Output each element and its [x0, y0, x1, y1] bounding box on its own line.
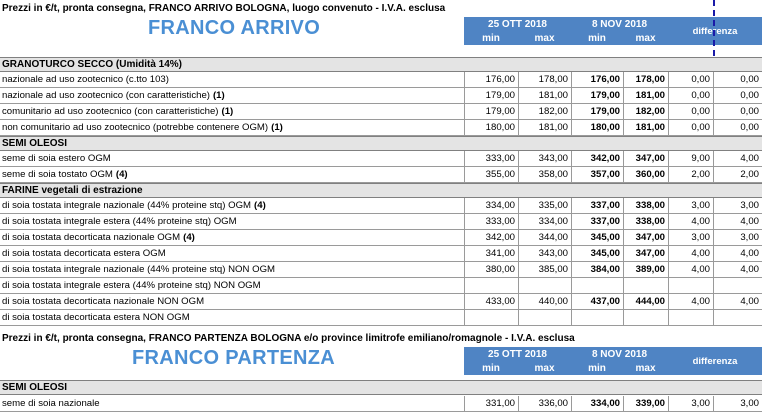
row-note: (4) — [115, 169, 128, 180]
value-cell: 433,00 — [464, 294, 518, 309]
value-cell: 181,00 — [518, 88, 571, 103]
row-label-text: comunitario ad uso zootecnico (con caratteristiche) — [2, 106, 219, 117]
value-cell: 178,00 — [623, 72, 668, 87]
value-cell: 4,00 — [668, 262, 713, 277]
value-cell: 337,00 — [571, 214, 623, 229]
value-cell: 360,00 — [623, 167, 668, 182]
value-cell — [464, 278, 518, 293]
value-cell: 4,00 — [713, 151, 762, 166]
value-cell: 179,00 — [464, 88, 518, 103]
value-cell: 355,00 — [464, 167, 518, 182]
row-label — [2, 278, 261, 293]
partenza-date2: 8 NOV 2018 — [571, 347, 668, 361]
table-row — [0, 72, 762, 88]
value-cell: 3,00 — [668, 230, 713, 245]
value-cell: 0,00 — [668, 120, 713, 135]
value-cell: 179,00 — [571, 88, 623, 103]
row-label — [2, 310, 190, 325]
table-row — [0, 120, 762, 136]
arrivo-caption: Prezzi in €/t, pronta consegna, FRANCO ARRIVO BOLOGNA, luogo convenuto - I.V.A. esclusa — [2, 3, 446, 14]
value-cell: 0,00 — [668, 72, 713, 87]
row-label — [2, 120, 283, 135]
partenza-col-min-0: min — [464, 361, 519, 375]
value-cell: 345,00 — [571, 246, 623, 261]
value-cell: 3,00 — [713, 198, 762, 213]
value-cell: 4,00 — [668, 294, 713, 309]
value-cell: 4,00 — [713, 262, 762, 277]
value-cell: 182,00 — [518, 104, 571, 119]
row-label-text: seme di soia tostato OGM — [2, 169, 113, 180]
arrivo-col-max-1: max — [518, 31, 572, 45]
column-guide-dashed — [713, 0, 715, 56]
row-note: (1) — [221, 106, 234, 117]
row-label — [2, 246, 166, 261]
row-label-text: di soia tostata decorticata estera OGM — [2, 248, 166, 259]
value-cell: 342,00 — [571, 151, 623, 166]
value-cell — [623, 278, 668, 293]
row-label — [2, 214, 237, 229]
section-header: FARINE vegetali di estrazione — [0, 183, 762, 198]
row-label-text: nazionale ad uso zootecnico (c.tto 103) — [2, 74, 169, 85]
value-cell: 0,00 — [713, 120, 762, 135]
row-label-text: di soia tostata decorticata nazionale OGM — [2, 232, 181, 243]
row-note: (4) — [183, 232, 195, 243]
value-cell: 180,00 — [571, 120, 623, 135]
value-cell: 338,00 — [623, 214, 668, 229]
row-label-text: seme di soia nazionale — [2, 398, 100, 409]
row-label-text: di soia tostata decorticata estera NON OGM — [2, 312, 190, 323]
row-label — [2, 294, 204, 309]
value-cell — [518, 310, 571, 325]
value-cell: 342,00 — [464, 230, 518, 245]
row-label — [2, 230, 195, 245]
value-cell: 2,00 — [668, 167, 713, 182]
value-cell: 4,00 — [713, 294, 762, 309]
value-cell: 336,00 — [518, 396, 571, 411]
row-note: (4) — [254, 200, 266, 211]
row-note: (1) — [271, 122, 283, 133]
value-cell: 347,00 — [623, 151, 668, 166]
partenza-date1: 25 OTT 2018 — [464, 347, 572, 361]
value-cell: 181,00 — [623, 120, 668, 135]
value-cell: 437,00 — [571, 294, 623, 309]
row-label-text: non comunitario ad uso zootecnico (potrebbe contenere OGM) — [2, 122, 269, 133]
row-label — [2, 104, 233, 119]
value-cell — [571, 310, 623, 325]
table-row — [0, 396, 762, 412]
value-cell: 333,00 — [464, 214, 518, 229]
value-cell: 341,00 — [464, 246, 518, 261]
arrivo-date1: 25 OTT 2018 — [464, 17, 572, 31]
value-cell — [668, 278, 713, 293]
row-label-text: di soia tostata decorticata nazionale NON OGM — [2, 296, 205, 307]
value-cell: 176,00 — [571, 72, 623, 87]
value-cell: 380,00 — [464, 262, 518, 277]
value-cell: 0,00 — [713, 72, 762, 87]
value-cell: 389,00 — [623, 262, 668, 277]
value-cell: 337,00 — [571, 198, 623, 213]
value-cell: 339,00 — [623, 396, 668, 411]
table-row — [0, 310, 762, 326]
value-cell: 0,00 — [668, 104, 713, 119]
value-cell: 178,00 — [518, 72, 571, 87]
table-row — [0, 167, 762, 183]
value-cell: 335,00 — [518, 198, 571, 213]
value-cell: 181,00 — [623, 88, 668, 103]
value-cell — [518, 278, 571, 293]
value-cell: 384,00 — [571, 262, 623, 277]
value-cell: 343,00 — [518, 151, 571, 166]
table-row — [0, 198, 762, 214]
table-row — [0, 278, 762, 294]
arrivo-col-max-3: max — [623, 31, 669, 45]
section-header: SEMI OLEOSI — [0, 380, 762, 395]
value-cell: 9,00 — [668, 151, 713, 166]
table-row — [0, 88, 762, 104]
value-cell: 4,00 — [668, 214, 713, 229]
row-label-text: di soia tostata integrale estera (44% proteine stq) NON OGM — [2, 280, 261, 291]
value-cell — [713, 278, 762, 293]
value-cell: 347,00 — [623, 246, 668, 261]
arrivo-date2: 8 NOV 2018 — [571, 17, 668, 31]
value-cell: 179,00 — [464, 104, 518, 119]
value-cell: 3,00 — [668, 198, 713, 213]
partenza-diff: differenza — [668, 347, 762, 375]
row-label-text: seme di soia estero OGM — [2, 153, 111, 164]
arrivo-title: FRANCO ARRIVO — [148, 17, 321, 39]
value-cell: 4,00 — [668, 246, 713, 261]
value-cell: 334,00 — [464, 198, 518, 213]
row-label-text: di soia tostata integrale estera (44% proteine stq) OGM — [2, 216, 237, 227]
partenza-col-max-3: max — [623, 361, 669, 375]
value-cell — [713, 310, 762, 325]
row-label-text: nazionale ad uso zootecnico (con caratteristiche) — [2, 90, 210, 101]
value-cell: 343,00 — [518, 246, 571, 261]
value-cell — [623, 310, 668, 325]
section-header: GRANOTURCO SECCO (Umidità 14%) — [0, 57, 762, 72]
row-label-text: di soia tostata integrale nazionale (44% proteine stq) NON OGM — [2, 264, 276, 275]
partenza-col-min-2: min — [571, 361, 624, 375]
value-cell: 347,00 — [623, 230, 668, 245]
table-row — [0, 104, 762, 120]
row-note: (1) — [212, 90, 225, 101]
value-cell — [571, 278, 623, 293]
table-row — [0, 151, 762, 167]
value-cell: 0,00 — [668, 88, 713, 103]
value-cell: 182,00 — [623, 104, 668, 119]
value-cell: 344,00 — [518, 230, 571, 245]
value-cell: 179,00 — [571, 104, 623, 119]
value-cell: 345,00 — [571, 230, 623, 245]
arrivo-diff: differenza — [668, 17, 762, 45]
table-row — [0, 262, 762, 278]
value-cell: 3,00 — [713, 396, 762, 411]
value-cell: 444,00 — [623, 294, 668, 309]
row-label — [2, 262, 275, 277]
value-cell: 0,00 — [713, 104, 762, 119]
partenza-col-max-1: max — [518, 361, 572, 375]
value-cell — [464, 310, 518, 325]
value-cell: 331,00 — [464, 396, 518, 411]
value-cell: 3,00 — [668, 396, 713, 411]
row-label — [2, 396, 100, 411]
value-cell: 333,00 — [464, 151, 518, 166]
arrivo-col-min-0: min — [464, 31, 519, 45]
value-cell: 357,00 — [571, 167, 623, 182]
value-cell: 4,00 — [713, 246, 762, 261]
value-cell: 180,00 — [464, 120, 518, 135]
row-label — [2, 167, 128, 182]
table-row — [0, 230, 762, 246]
value-cell: 440,00 — [518, 294, 571, 309]
value-cell — [668, 310, 713, 325]
partenza-caption: Prezzi in €/t, pronta consegna, FRANCO PARTENZA BOLOGNA e/o province limitrofe emiliano/romagnole - I.V.A. esclusa — [2, 333, 575, 344]
value-cell: 338,00 — [623, 198, 668, 213]
section-header: SEMI OLEOSI — [0, 136, 762, 151]
row-label — [2, 88, 225, 103]
table-row — [0, 294, 762, 310]
row-label — [2, 72, 169, 87]
value-cell: 334,00 — [518, 214, 571, 229]
row-label — [2, 198, 266, 213]
value-cell: 385,00 — [518, 262, 571, 277]
value-cell: 4,00 — [713, 214, 762, 229]
value-cell: 2,00 — [713, 167, 762, 182]
value-cell: 0,00 — [713, 88, 762, 103]
arrivo-col-min-2: min — [571, 31, 624, 45]
partenza-title: FRANCO PARTENZA — [132, 347, 336, 369]
value-cell: 176,00 — [464, 72, 518, 87]
table-row — [0, 214, 762, 230]
value-cell: 334,00 — [571, 396, 623, 411]
row-label — [2, 151, 111, 166]
value-cell: 181,00 — [518, 120, 571, 135]
row-label-text: di soia tostata integrale nazionale (44% proteine stq) OGM — [2, 200, 252, 211]
value-cell: 3,00 — [713, 230, 762, 245]
value-cell: 358,00 — [518, 167, 571, 182]
table-row — [0, 246, 762, 262]
